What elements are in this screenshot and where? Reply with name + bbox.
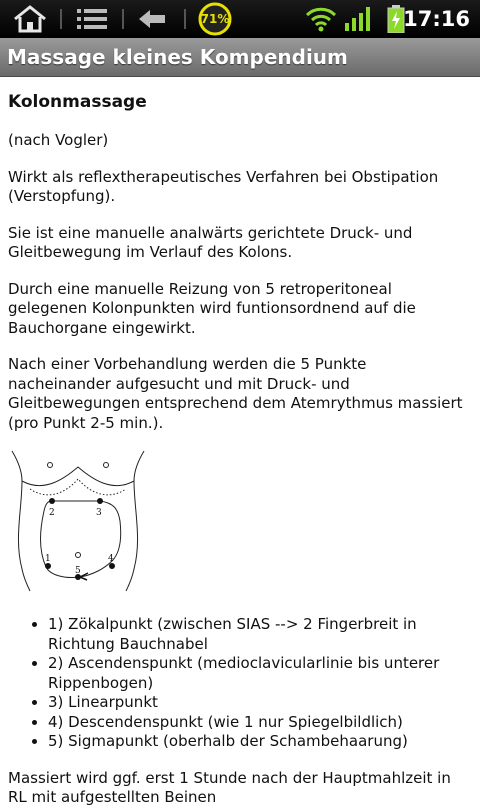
torso-right-outline bbox=[126, 451, 144, 591]
figure-label-3: 3 bbox=[96, 508, 102, 518]
colon-point-2 bbox=[49, 498, 55, 504]
list-item: • 3) Linearpunkt bbox=[48, 693, 472, 713]
figure-label-4: 4 bbox=[108, 554, 114, 564]
article-paragraph: Sie ist eine manuelle analwärts gerichtete Druck- und Gleitbewegung im Verlauf des Kolons. bbox=[8, 223, 413, 261]
list-item: • 1) Zökalpunkt (zwischen SIAS --> 2 Fingerbreit in Richtung Bauchnabel bbox=[48, 615, 472, 654]
torso-left-outline bbox=[12, 451, 30, 591]
navel-mark bbox=[76, 553, 81, 558]
chest-line bbox=[22, 467, 134, 486]
list-item: • 4) Descendenspunkt (wie 1 nur Spiegelbildlich) bbox=[48, 713, 472, 733]
article-heading: Kolonmassage bbox=[8, 92, 147, 112]
status-time: 17:16 bbox=[403, 7, 470, 31]
status-separator bbox=[122, 9, 124, 29]
article-paragraph: Durch eine manuelle Reizung von 5 retroperitoneal gelegenen Kolonpunkten wird funtionsordnend auf die Bauchorgane eingewirkt. bbox=[8, 279, 416, 337]
menu-icon[interactable] bbox=[74, 0, 110, 38]
figure-label-1: 1 bbox=[45, 554, 51, 564]
signal-icon bbox=[344, 0, 372, 38]
article-paragraph: Wirkt als reflextherapeutisches Verfahren bei Obstipation (Verstopfung). bbox=[8, 167, 439, 205]
figure-label-5: 5 bbox=[75, 566, 81, 576]
wifi-icon bbox=[304, 0, 338, 38]
article-paragraph: Nach einer Vorbehandlung werden die 5 Punkte nacheinander aufgesucht und mit Druck- und Gleitbewegungen entsprechend dem Atemrythmus massiert (pro Punkt 2-5 min.). bbox=[8, 355, 463, 432]
rib-arch bbox=[30, 479, 126, 495]
app-title: Massage kleines Kompendium bbox=[7, 45, 348, 69]
list-item: • 2) Ascendenspunkt (medioclavicularlinie bis unterer Rippenbogen) bbox=[48, 654, 472, 693]
list-item: • 5) Sigmapunkt (oberhalb der Schambehaarung) bbox=[48, 732, 472, 752]
status-bar bbox=[0, 0, 480, 38]
nipple-right-mark bbox=[104, 463, 109, 468]
back-arrow-icon[interactable] bbox=[134, 0, 170, 38]
colon-point-3 bbox=[97, 498, 103, 504]
article-paragraph: (nach Vogler) bbox=[8, 131, 109, 149]
status-separator bbox=[184, 9, 186, 29]
battery-percent-icon bbox=[198, 2, 232, 36]
colon-points-figure bbox=[8, 449, 148, 593]
battery-percent-text: 71% bbox=[200, 12, 230, 26]
article-content bbox=[8, 77, 472, 808]
colon-points-list bbox=[8, 615, 472, 752]
nipple-left-mark bbox=[48, 463, 53, 468]
app-title-bar bbox=[0, 38, 480, 77]
figure-label-2: 2 bbox=[49, 508, 55, 518]
status-separator bbox=[60, 9, 62, 29]
article-footer: Massiert wird ggf. erst 1 Stunde nach der Hauptmahlzeit in RL mit aufgestellten Beinen bbox=[8, 768, 451, 806]
home-icon[interactable] bbox=[8, 0, 52, 38]
